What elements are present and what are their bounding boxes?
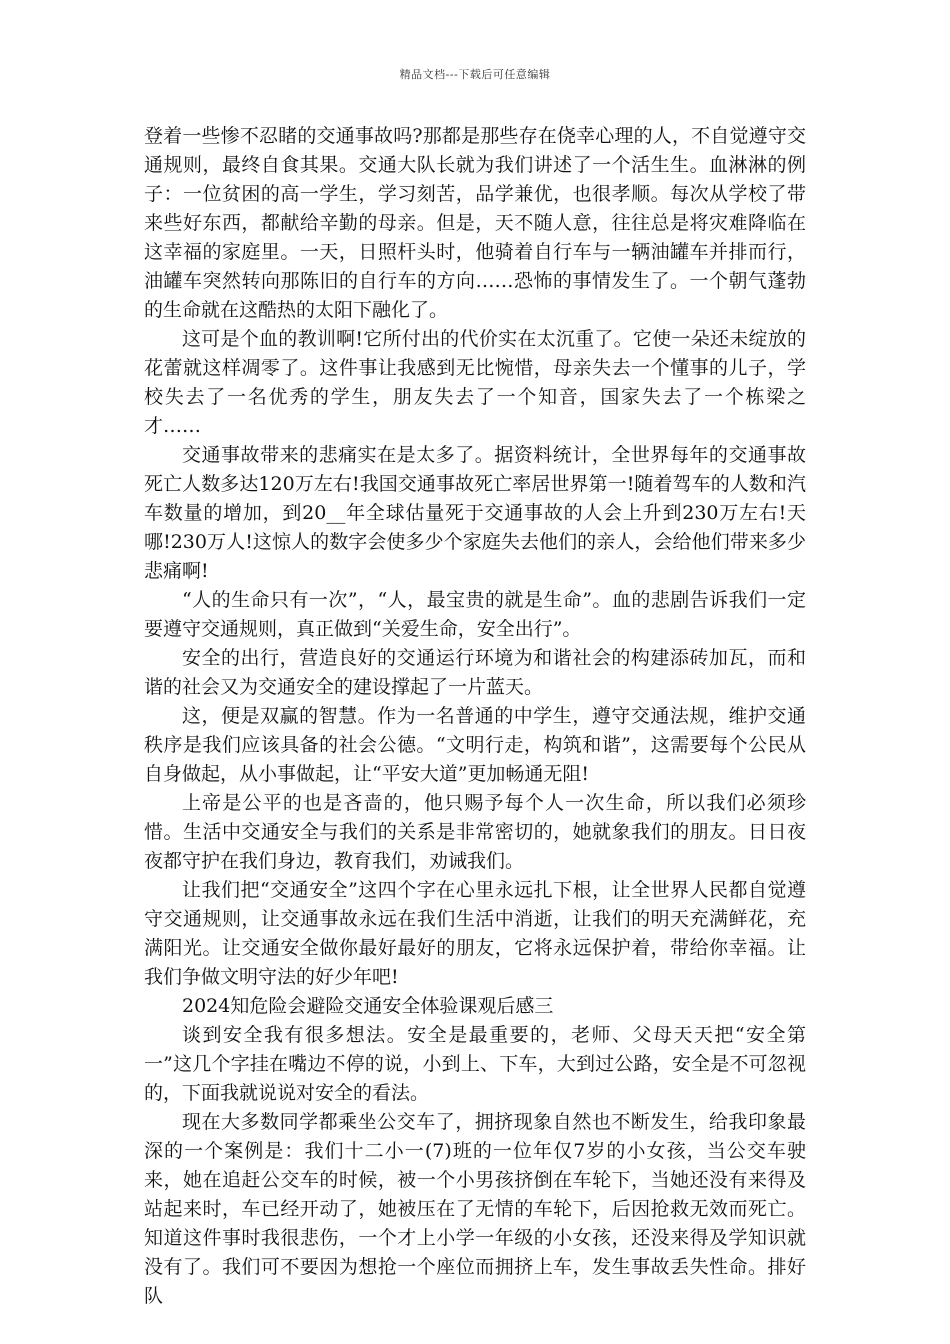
paragraph-8: 让我们把“交通安全”这四个字在心里永远扎下根，让全世界人民都自觉遵守交通规则，让交通事故永远在我们生活中消逝，让我们的明天充满鲜花，充满阳光。让交通安全做你最好最好的朋友，它将永远保护着，带给你幸福。让我们争做文明守法的好少年吧!: [144, 879, 806, 988]
paragraph-6: 这，便是双赢的智慧。作为一名普通的中学生，遵守交通法规，维护交通秩序是我们应该具备的社会公德。“文明行走，构筑和谐”，这需要每个公民从自身做起，从小事做起，让“平安大道”更加畅通无阻!: [144, 705, 806, 785]
page-header: 精品文档---下载后可任意编辑: [399, 68, 551, 81]
paragraph-9: 谈到安全我有很多想法。安全是最重要的，老师、父母天天把“安全第一”这几个字挂在嘴边不停的说，小到上、下车，大到过公路，安全是不可忽视的，下面我就说说对安全的看法。: [144, 1024, 806, 1104]
paragraph-5: 安全的出行，营造良好的交通运行环境为和谐社会的构建添砖加瓦，而和谐的社会又为交通安全的建设撑起了一片蓝天。: [144, 647, 806, 698]
section-title: 2024知危险会避险交通安全体验课观后感三: [182, 995, 554, 1017]
paragraph-4: “人的生命只有一次”，“人，最宝贵的就是生命”。血的悲剧告诉我们一定要遵守交通规则，真正做到“关爱生命，安全出行”。: [144, 589, 806, 640]
paragraph-7: 上帝是公平的也是吝啬的，他只赐予每个人一次生命，所以我们必须珍惜。生活中交通安全与我们的关系是非常密切的，她就象我们的朋友。日日夜夜都守护在我们身边，教育我们，劝诫我们。: [144, 792, 806, 872]
paragraph-3: 交通事故带来的悲痛实在是太多了。据资料统计，全世界每年的交通事故死亡人数多达120万左右!我国交通事故死亡率居世界第一!随着驾车的人数和汽车数量的增加，到20__年全球估量死于交通事故的人会上升到230万左右!天哪!230万人!这惊人的数字会使多少个家庭失去他们的亲人，会给他们带来多少悲痛啊!: [144, 444, 806, 582]
document-body: [144, 122, 806, 1311]
paragraph-1: 登着一些惨不忍睹的交通事故吗?那都是那些存在侥幸心理的人，不自觉遵守交通规则，最终自食其果。交通大队长就为我们讲述了一个活生生。血淋淋的例子：一位贫困的高一学生，学习刻苦，品学兼优，也很孝顺。每次从学校了带来些好东西，都献给辛勤的母亲。但是，天不随人意，往往总是将灾难降临在这幸福的家庭里。一天，日照杆头时，他骑着自行车与一辆油罐车并排而行，油罐车突然转向那陈旧的自行车的方向……恐怖的事情发生了。一个朝气蓬勃的生命就在这酷热的太阳下融化了。: [144, 125, 806, 321]
paragraph-10: 现在大多数同学都乘坐公交车了，拥挤现象自然也不断发生，给我印象最深的一个案例是：我们十二小一(7)班的一位年仅7岁的小女孩，当公交车驶来，她在追赶公交车的时候，被一个小男孩挤倒在车轮下，当她还没有来得及站起来时，车已经开动了，她被压在了无情的车轮下，后因抢救无效而死亡。知道这件事时我很悲伤，一个才上小学一年级的小女孩，还没来得及学知识就没有了。我们可不要因为想抢一个座位而拥挤上车，发生事故丢失性命。排好队: [144, 1111, 806, 1307]
paragraph-2: 这可是个血的教训啊!它所付出的代价实在太沉重了。它使一朵还未绽放的花蕾就这样凋零了。这件事让我感到无比惋惜，母亲失去一个懂事的儿子，学校失去了一名优秀的学生，朋友失去了一个知音，国家失去了一个栋梁之才……: [144, 328, 806, 437]
